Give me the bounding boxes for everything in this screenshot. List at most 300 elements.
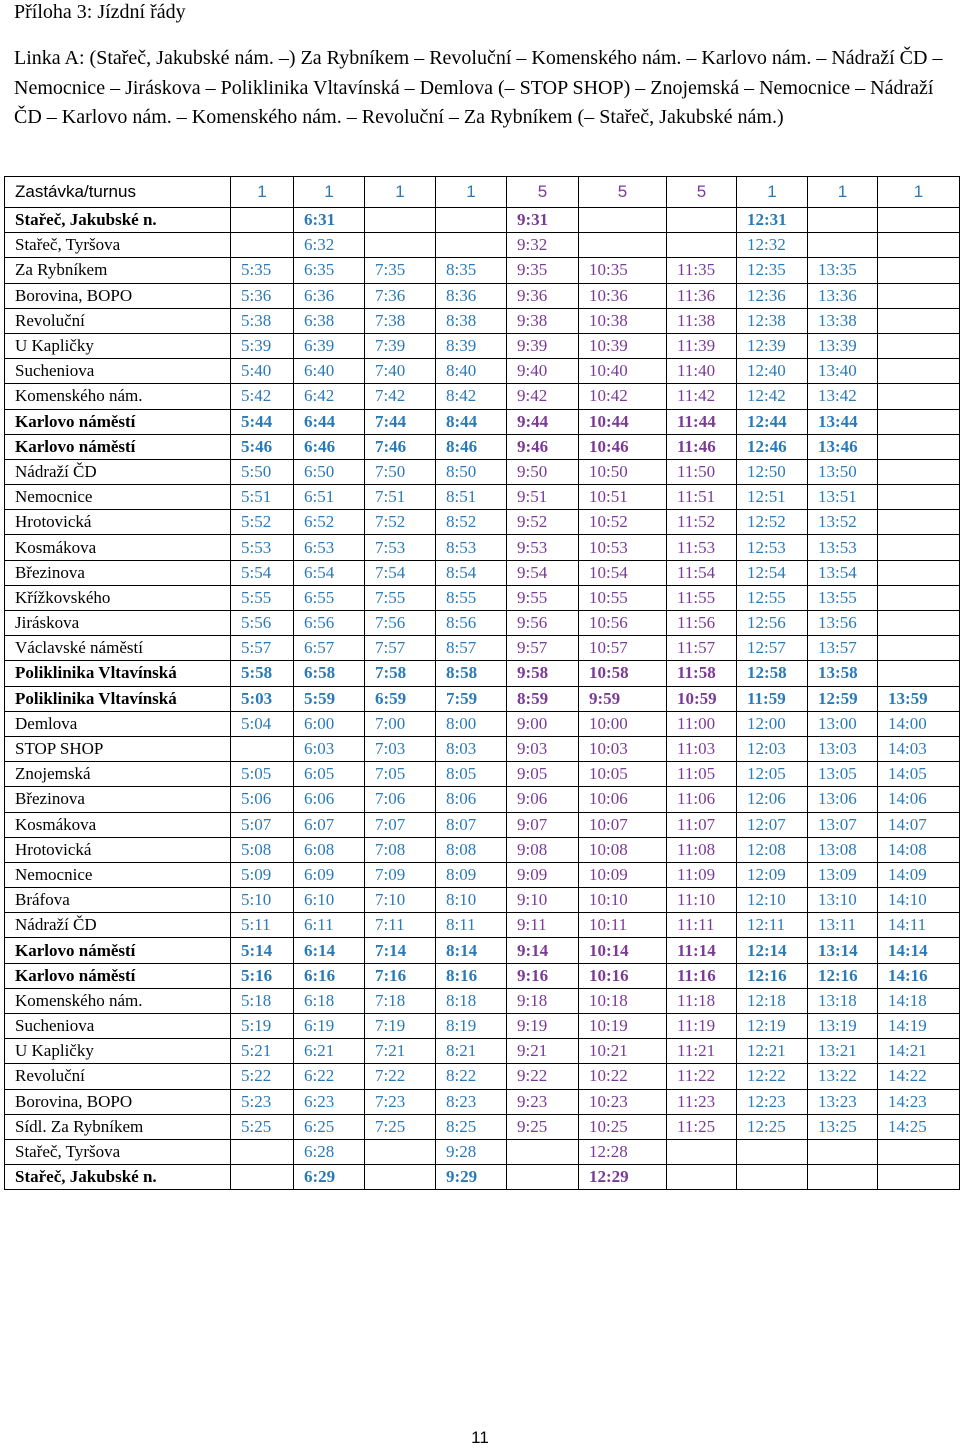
departure-time: 13:22 — [808, 1064, 878, 1089]
departure-time: 10:40 — [579, 359, 667, 384]
table-row — [5, 208, 960, 233]
departure-time: 6:58 — [294, 661, 365, 686]
timetable — [4, 176, 960, 1190]
departure-time: 6:35 — [294, 258, 365, 283]
departure-time: 11:10 — [667, 888, 737, 913]
departure-time: 14:16 — [878, 963, 960, 988]
departure-time: 9:08 — [507, 837, 579, 862]
departure-time: 8:03 — [436, 736, 507, 761]
departure-time: 12:56 — [737, 611, 808, 636]
departure-time: 11:18 — [667, 988, 737, 1013]
departure-time: 10:05 — [579, 762, 667, 787]
departure-time: 12:36 — [737, 283, 808, 308]
departure-time: 8:10 — [436, 888, 507, 913]
departure-time: 5:09 — [231, 862, 294, 887]
departure-time: 5:03 — [231, 686, 294, 711]
stop-name: Stařeč, Tyršova — [5, 1139, 231, 1164]
departure-time: 12:28 — [579, 1139, 667, 1164]
departure-time: 13:50 — [808, 459, 878, 484]
departure-time: 5:16 — [231, 963, 294, 988]
departure-time: 8:42 — [436, 384, 507, 409]
departure-time: 6:55 — [294, 585, 365, 610]
departure-time: 14:14 — [878, 938, 960, 963]
stop-name: Jiráskova — [5, 611, 231, 636]
departure-time: 13:58 — [808, 661, 878, 686]
departure-time: 9:35 — [507, 258, 579, 283]
table-row — [5, 686, 960, 711]
stop-name: Hrotovická — [5, 510, 231, 535]
departure-time: 14:00 — [878, 711, 960, 736]
stop-name: Stařeč, Tyršova — [5, 233, 231, 258]
stop-name: U Kapličky — [5, 1039, 231, 1064]
departure-time — [878, 359, 960, 384]
departure-time: 13:08 — [808, 837, 878, 862]
page-heading: Příloha 3: Jízdní řády — [14, 1, 186, 23]
stop-name: Sucheniova — [5, 1014, 231, 1039]
departure-time: 13:07 — [808, 812, 878, 837]
departure-time — [878, 258, 960, 283]
departure-time: 6:08 — [294, 837, 365, 862]
table-row — [5, 233, 960, 258]
departure-time — [878, 585, 960, 610]
departure-time: 6:46 — [294, 434, 365, 459]
departure-time: 10:54 — [579, 560, 667, 585]
departure-time: 7:06 — [365, 787, 436, 812]
table-row — [5, 988, 960, 1013]
departure-time — [878, 283, 960, 308]
departure-time: 10:10 — [579, 888, 667, 913]
departure-time: 5:04 — [231, 711, 294, 736]
departure-time: 9:40 — [507, 359, 579, 384]
stop-name: Křížkovského — [5, 585, 231, 610]
departure-time: 13:44 — [808, 409, 878, 434]
departure-time: 9:39 — [507, 333, 579, 358]
departure-time: 9:21 — [507, 1039, 579, 1064]
departure-time: 8:35 — [436, 258, 507, 283]
departure-time: 10:19 — [579, 1014, 667, 1039]
departure-time: 7:19 — [365, 1014, 436, 1039]
departure-time: 11:46 — [667, 434, 737, 459]
departure-time: 6:03 — [294, 736, 365, 761]
departure-time: 5:56 — [231, 611, 294, 636]
turnus-cell: 1 — [737, 177, 808, 208]
departure-time: 5:55 — [231, 585, 294, 610]
table-row — [5, 787, 960, 812]
departure-time: 5:18 — [231, 988, 294, 1013]
departure-time: 12:44 — [737, 409, 808, 434]
departure-time: 12:21 — [737, 1039, 808, 1064]
departure-time: 9:46 — [507, 434, 579, 459]
departure-time: 12:23 — [737, 1089, 808, 1114]
table-row — [5, 711, 960, 736]
table-row — [5, 409, 960, 434]
departure-time: 13:10 — [808, 888, 878, 913]
departure-time: 12:05 — [737, 762, 808, 787]
stop-name: Stařeč, Jakubské n. — [5, 208, 231, 233]
departure-time: 11:36 — [667, 283, 737, 308]
departure-time: 12:11 — [737, 913, 808, 938]
departure-time: 12:09 — [737, 862, 808, 887]
departure-time — [507, 1165, 579, 1190]
departure-time — [878, 434, 960, 459]
stop-name: Komenského nám. — [5, 384, 231, 409]
departure-time: 5:25 — [231, 1114, 294, 1139]
departure-time: 9:19 — [507, 1014, 579, 1039]
departure-time: 11:07 — [667, 812, 737, 837]
departure-time: 5:08 — [231, 837, 294, 862]
departure-time: 10:51 — [579, 485, 667, 510]
departure-time: 14:06 — [878, 787, 960, 812]
departure-time — [365, 1165, 436, 1190]
departure-time — [507, 1139, 579, 1164]
departure-time: 12:39 — [737, 333, 808, 358]
departure-time: 8:54 — [436, 560, 507, 585]
departure-time: 7:58 — [365, 661, 436, 686]
stop-name: STOP SHOP — [5, 736, 231, 761]
departure-time — [878, 459, 960, 484]
departure-time — [667, 208, 737, 233]
departure-time: 5:10 — [231, 888, 294, 913]
table-row — [5, 1165, 960, 1190]
departure-time — [737, 1165, 808, 1190]
departure-time: 5:44 — [231, 409, 294, 434]
departure-time: 13:39 — [808, 333, 878, 358]
departure-time: 7:59 — [436, 686, 507, 711]
departure-time: 10:00 — [579, 711, 667, 736]
departure-time — [878, 560, 960, 585]
table-row — [5, 611, 960, 636]
departure-time — [878, 485, 960, 510]
stop-name: Borovina, BOPO — [5, 1089, 231, 1114]
departure-time: 12:51 — [737, 485, 808, 510]
departure-time: 8:39 — [436, 333, 507, 358]
departure-time: 7:54 — [365, 560, 436, 585]
departure-time: 12:03 — [737, 736, 808, 761]
departure-time: 8:46 — [436, 434, 507, 459]
departure-time: 13:21 — [808, 1039, 878, 1064]
departure-time — [878, 233, 960, 258]
departure-time — [808, 233, 878, 258]
departure-time: 5:07 — [231, 812, 294, 837]
table-row — [5, 510, 960, 535]
departure-time: 13:11 — [808, 913, 878, 938]
departure-time: 10:55 — [579, 585, 667, 610]
stop-name: Poliklinika Vltavínská — [5, 661, 231, 686]
departure-time: 12:53 — [737, 535, 808, 560]
departure-time: 12:08 — [737, 837, 808, 862]
timetable-body — [5, 177, 960, 1190]
departure-time: 7:50 — [365, 459, 436, 484]
departure-time — [365, 233, 436, 258]
departure-time: 9:55 — [507, 585, 579, 610]
departure-time: 5:52 — [231, 510, 294, 535]
departure-time — [878, 1165, 960, 1190]
table-row — [5, 308, 960, 333]
departure-time: 6:10 — [294, 888, 365, 913]
table-row — [5, 963, 960, 988]
departure-time: 11:59 — [737, 686, 808, 711]
departure-time: 10:58 — [579, 661, 667, 686]
departure-time: 13:03 — [808, 736, 878, 761]
departure-time: 6:18 — [294, 988, 365, 1013]
departure-time: 12:57 — [737, 636, 808, 661]
departure-time: 10:35 — [579, 258, 667, 283]
departure-time: 13:35 — [808, 258, 878, 283]
departure-time: 5:23 — [231, 1089, 294, 1114]
departure-time: 7:03 — [365, 736, 436, 761]
departure-time: 13:53 — [808, 535, 878, 560]
departure-time: 14:23 — [878, 1089, 960, 1114]
departure-time: 14:22 — [878, 1064, 960, 1089]
departure-time: 5:19 — [231, 1014, 294, 1039]
departure-time: 9:23 — [507, 1089, 579, 1114]
departure-time: 11:56 — [667, 611, 737, 636]
departure-time: 6:52 — [294, 510, 365, 535]
departure-time: 12:16 — [737, 963, 808, 988]
departure-time: 14:21 — [878, 1039, 960, 1064]
departure-time: 14:09 — [878, 862, 960, 887]
departure-time: 13:52 — [808, 510, 878, 535]
departure-time — [365, 1139, 436, 1164]
departure-time: 5:54 — [231, 560, 294, 585]
departure-time: 12:07 — [737, 812, 808, 837]
departure-time: 9:44 — [507, 409, 579, 434]
departure-time: 8:06 — [436, 787, 507, 812]
departure-time: 5:22 — [231, 1064, 294, 1089]
departure-time: 5:36 — [231, 283, 294, 308]
departure-time: 9:03 — [507, 736, 579, 761]
departure-time — [231, 736, 294, 761]
departure-time: 12:42 — [737, 384, 808, 409]
departure-time: 11:55 — [667, 585, 737, 610]
departure-time: 8:23 — [436, 1089, 507, 1114]
departure-time: 10:56 — [579, 611, 667, 636]
departure-time: 8:05 — [436, 762, 507, 787]
departure-time: 11:05 — [667, 762, 737, 787]
departure-time: 8:56 — [436, 611, 507, 636]
departure-time — [436, 208, 507, 233]
departure-time: 8:59 — [507, 686, 579, 711]
departure-time: 11:23 — [667, 1089, 737, 1114]
departure-time: 8:11 — [436, 913, 507, 938]
departure-time: 9:57 — [507, 636, 579, 661]
departure-time — [878, 510, 960, 535]
departure-time: 10:53 — [579, 535, 667, 560]
departure-time: 8:55 — [436, 585, 507, 610]
departure-time: 6:29 — [294, 1165, 365, 1190]
departure-time: 12:32 — [737, 233, 808, 258]
departure-time: 13:19 — [808, 1014, 878, 1039]
table-row — [5, 862, 960, 887]
stop-name: Borovina, BOPO — [5, 283, 231, 308]
departure-time: 9:05 — [507, 762, 579, 787]
departure-time — [667, 233, 737, 258]
departure-time: 10:07 — [579, 812, 667, 837]
stop-name: Nemocnice — [5, 485, 231, 510]
departure-time: 8:57 — [436, 636, 507, 661]
departure-time: 10:09 — [579, 862, 667, 887]
departure-time: 10:08 — [579, 837, 667, 862]
departure-time: 11:53 — [667, 535, 737, 560]
departure-time: 10:18 — [579, 988, 667, 1013]
departure-time: 8:36 — [436, 283, 507, 308]
table-row — [5, 812, 960, 837]
departure-time: 5:46 — [231, 434, 294, 459]
departure-time: 8:07 — [436, 812, 507, 837]
stop-name: Nádraží ČD — [5, 913, 231, 938]
departure-time: 12:00 — [737, 711, 808, 736]
turnus-cell: 1 — [436, 177, 507, 208]
stop-name: Sucheniova — [5, 359, 231, 384]
departure-time: 9:16 — [507, 963, 579, 988]
departure-time: 11:16 — [667, 963, 737, 988]
table-row — [5, 636, 960, 661]
departure-time: 7:55 — [365, 585, 436, 610]
table-row — [5, 661, 960, 686]
table-row — [5, 535, 960, 560]
departure-time: 6:59 — [365, 686, 436, 711]
departure-time: 11:42 — [667, 384, 737, 409]
table-row — [5, 1139, 960, 1164]
departure-time — [808, 208, 878, 233]
departure-time: 11:52 — [667, 510, 737, 535]
departure-time — [878, 409, 960, 434]
header-label: Zastávka/turnus — [5, 177, 231, 208]
departure-time: 12:19 — [737, 1014, 808, 1039]
departure-time: 7:40 — [365, 359, 436, 384]
departure-time: 9:31 — [507, 208, 579, 233]
departure-time: 10:52 — [579, 510, 667, 535]
departure-time: 11:44 — [667, 409, 737, 434]
departure-time: 11:06 — [667, 787, 737, 812]
departure-time: 8:40 — [436, 359, 507, 384]
departure-time — [231, 208, 294, 233]
departure-time: 11:39 — [667, 333, 737, 358]
stop-name: Komenského nám. — [5, 988, 231, 1013]
stop-name: Znojemská — [5, 762, 231, 787]
departure-time: 9:29 — [436, 1165, 507, 1190]
departure-time: 9:32 — [507, 233, 579, 258]
departure-time: 12:58 — [737, 661, 808, 686]
stop-name: Revoluční — [5, 308, 231, 333]
departure-time — [667, 1165, 737, 1190]
table-row — [5, 359, 960, 384]
departure-time: 12:38 — [737, 308, 808, 333]
departure-time: 13:00 — [808, 711, 878, 736]
departure-time: 13:42 — [808, 384, 878, 409]
departure-time: 13:51 — [808, 485, 878, 510]
departure-time: 11:38 — [667, 308, 737, 333]
departure-time: 6:51 — [294, 485, 365, 510]
turnus-cell: 1 — [808, 177, 878, 208]
departure-time — [579, 233, 667, 258]
departure-time: 13:05 — [808, 762, 878, 787]
departure-time: 8:52 — [436, 510, 507, 535]
table-row — [5, 485, 960, 510]
departure-time: 7:38 — [365, 308, 436, 333]
turnus-cell: 5 — [579, 177, 667, 208]
table-row — [5, 560, 960, 585]
departure-time: 7:07 — [365, 812, 436, 837]
departure-time — [231, 233, 294, 258]
departure-time: 11:57 — [667, 636, 737, 661]
table-row — [5, 585, 960, 610]
departure-time: 8:44 — [436, 409, 507, 434]
departure-time: 5:59 — [294, 686, 365, 711]
departure-time: 6:31 — [294, 208, 365, 233]
departure-time: 5:53 — [231, 535, 294, 560]
departure-time: 6:19 — [294, 1014, 365, 1039]
departure-time — [878, 661, 960, 686]
stop-name: Stařeč, Jakubské n. — [5, 1165, 231, 1190]
departure-time: 9:18 — [507, 988, 579, 1013]
departure-time: 6:56 — [294, 611, 365, 636]
departure-time: 11:35 — [667, 258, 737, 283]
departure-time: 8:00 — [436, 711, 507, 736]
departure-time: 8:08 — [436, 837, 507, 862]
departure-time — [878, 535, 960, 560]
departure-time: 10:46 — [579, 434, 667, 459]
departure-time: 10:50 — [579, 459, 667, 484]
departure-time: 9:54 — [507, 560, 579, 585]
stop-name: Poliklinika Vltavínská — [5, 686, 231, 711]
departure-time: 12:29 — [579, 1165, 667, 1190]
departure-time — [878, 384, 960, 409]
departure-time: 10:42 — [579, 384, 667, 409]
departure-time: 10:25 — [579, 1114, 667, 1139]
departure-time: 9:38 — [507, 308, 579, 333]
departure-time: 8:09 — [436, 862, 507, 887]
departure-time: 10:38 — [579, 308, 667, 333]
departure-time: 12:59 — [808, 686, 878, 711]
departure-time: 13:56 — [808, 611, 878, 636]
departure-time: 8:53 — [436, 535, 507, 560]
departure-time: 5:14 — [231, 938, 294, 963]
departure-time: 8:18 — [436, 988, 507, 1013]
departure-time: 13:06 — [808, 787, 878, 812]
departure-time: 6:36 — [294, 283, 365, 308]
departure-time: 10:16 — [579, 963, 667, 988]
departure-time: 12:06 — [737, 787, 808, 812]
departure-time: 7:39 — [365, 333, 436, 358]
table-row — [5, 434, 960, 459]
departure-time: 9:36 — [507, 283, 579, 308]
departure-time: 12:35 — [737, 258, 808, 283]
turnus-cell: 5 — [507, 177, 579, 208]
stop-name: Nádraží ČD — [5, 459, 231, 484]
table-row — [5, 736, 960, 761]
departure-time: 13:57 — [808, 636, 878, 661]
departure-time: 6:40 — [294, 359, 365, 384]
departure-time: 7:05 — [365, 762, 436, 787]
departure-time: 9:42 — [507, 384, 579, 409]
departure-time: 12:10 — [737, 888, 808, 913]
departure-time: 5:38 — [231, 308, 294, 333]
table-row — [5, 837, 960, 862]
departure-time: 6:23 — [294, 1089, 365, 1114]
departure-time: 7:18 — [365, 988, 436, 1013]
stop-name: U Kapličky — [5, 333, 231, 358]
stop-name: Karlovo náměstí — [5, 963, 231, 988]
departure-time: 9:09 — [507, 862, 579, 887]
departure-time: 9:58 — [507, 661, 579, 686]
departure-time — [231, 1165, 294, 1190]
departure-time: 9:07 — [507, 812, 579, 837]
departure-time: 9:06 — [507, 787, 579, 812]
departure-time: 5:51 — [231, 485, 294, 510]
departure-time: 7:44 — [365, 409, 436, 434]
departure-time: 10:36 — [579, 283, 667, 308]
